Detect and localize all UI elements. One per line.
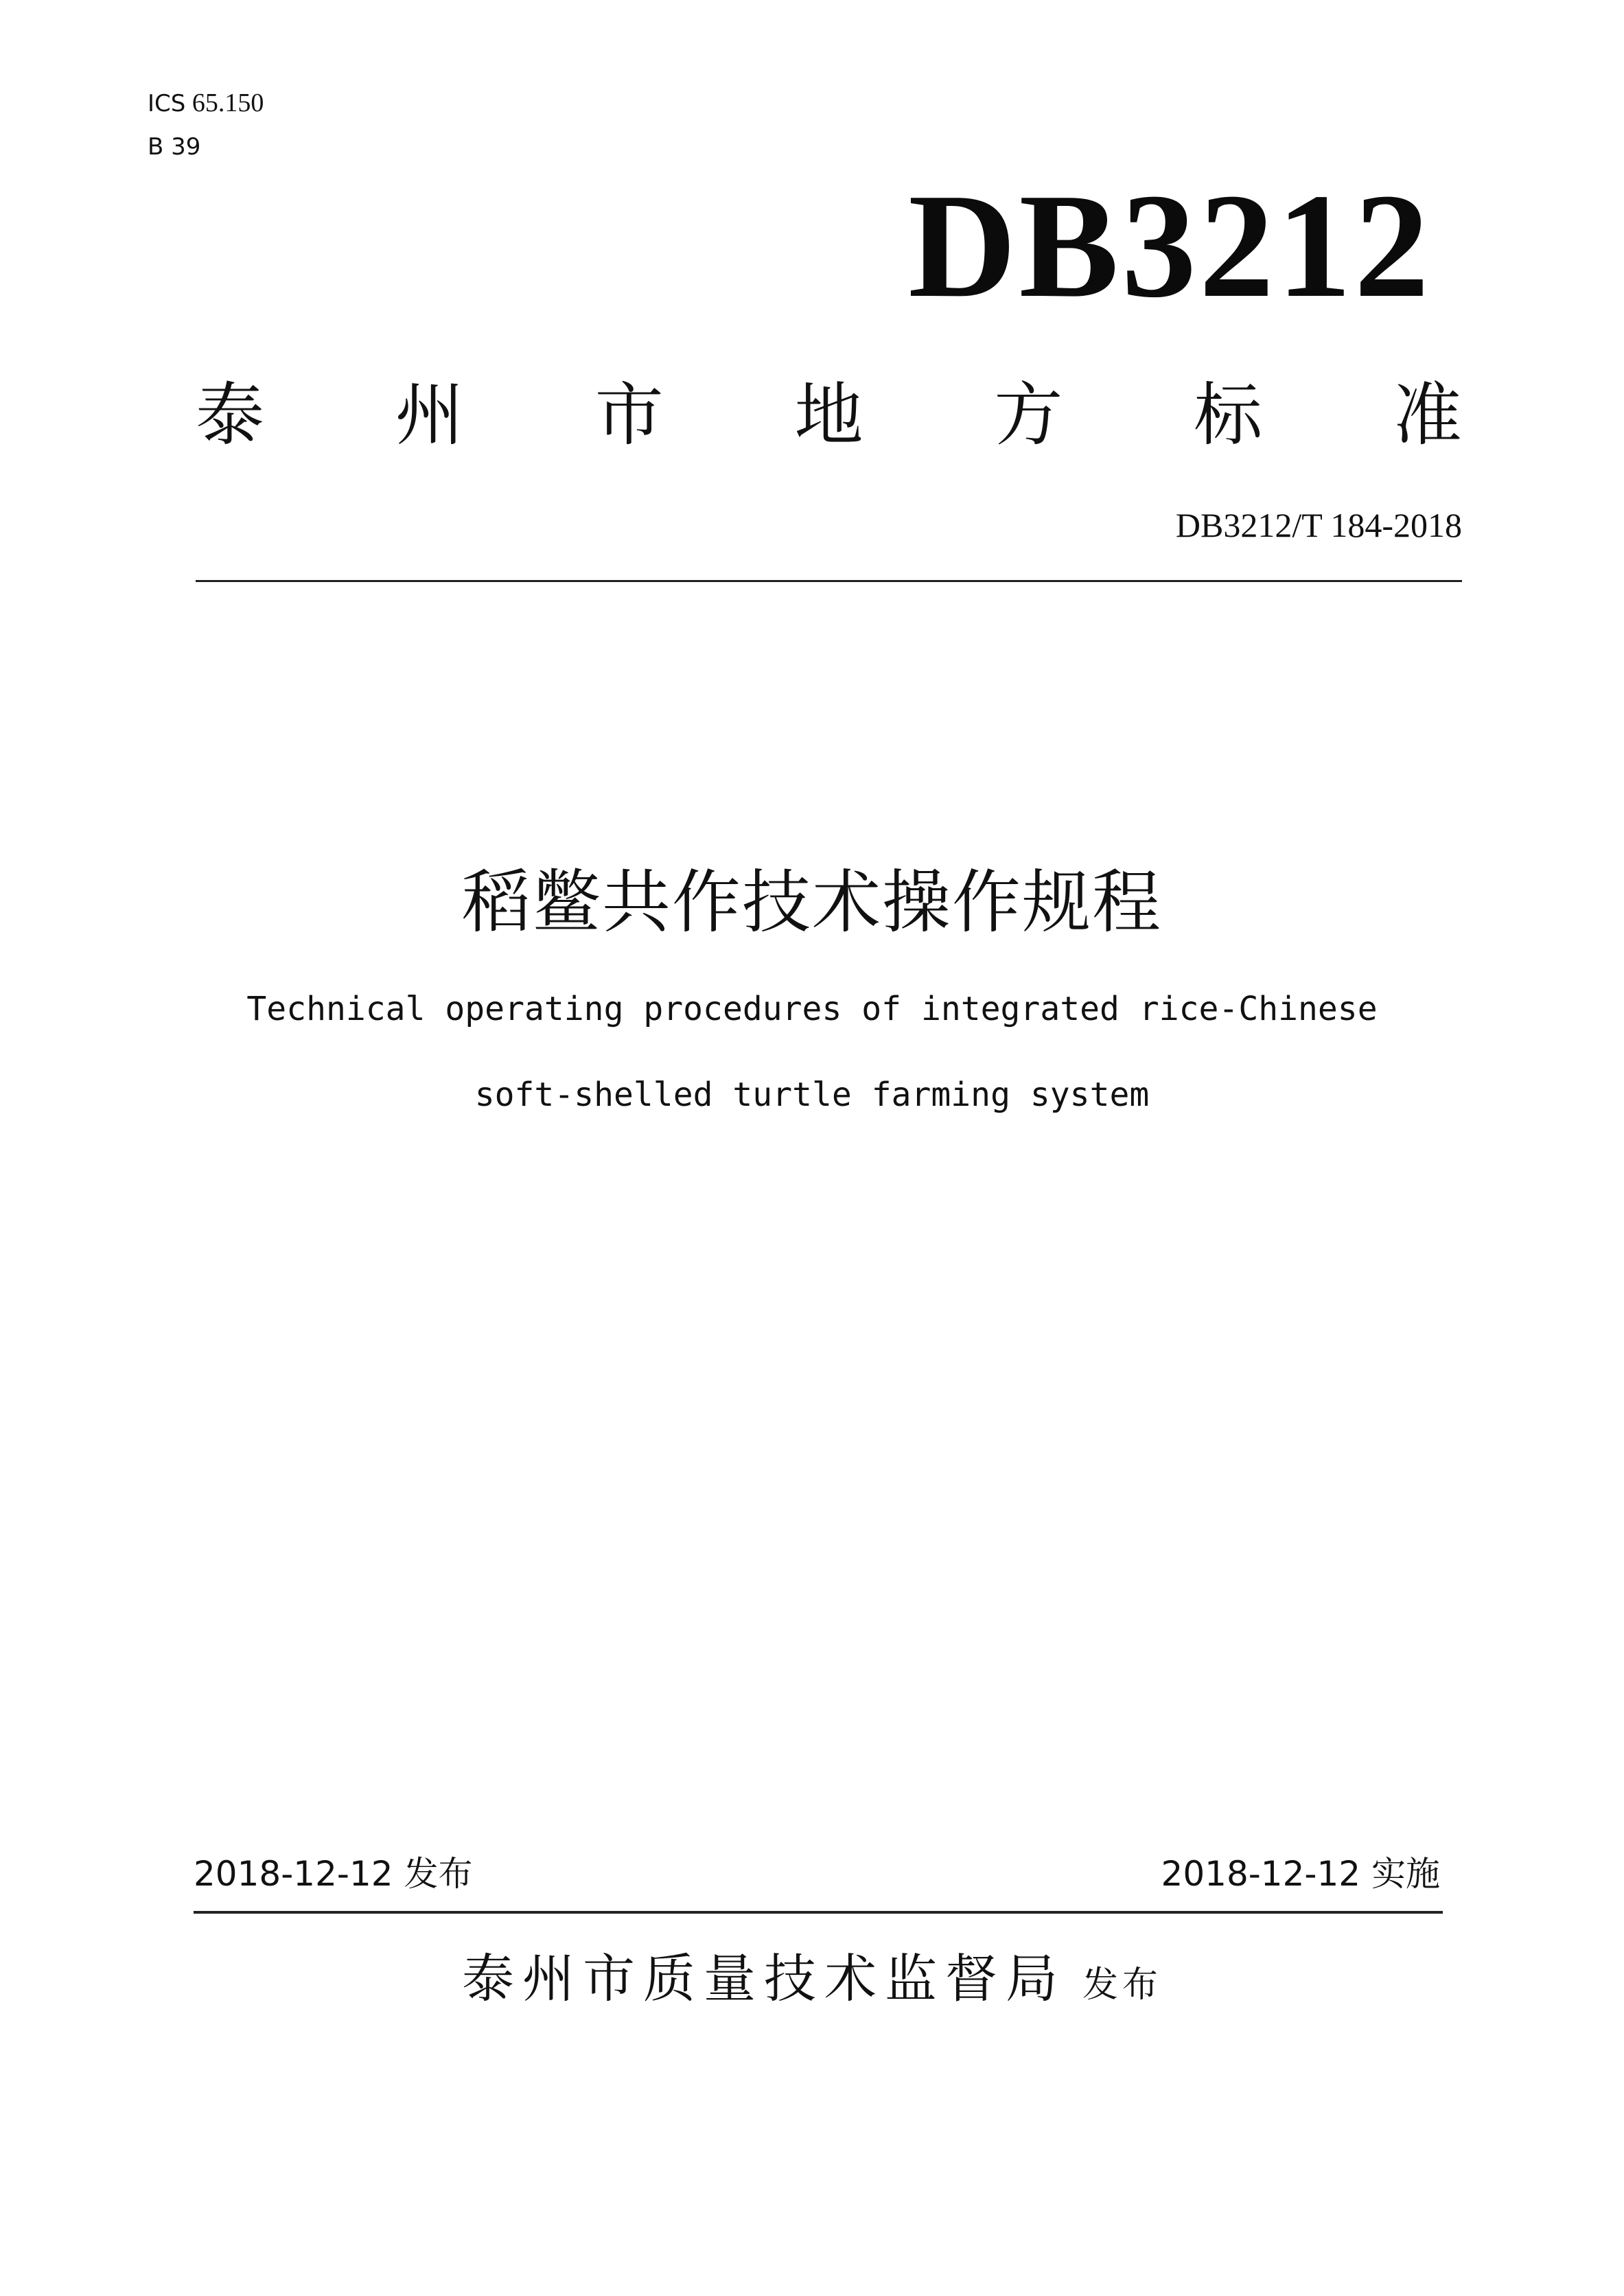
document-title-en-line2: soft-shelled turtle farming system bbox=[474, 1076, 1150, 1114]
standard-type-char: 标 bbox=[1194, 375, 1263, 455]
publisher-name: 泰州市质量技术监督局 bbox=[461, 1948, 1066, 2009]
standard-number: DB3212/T 184-2018 bbox=[1175, 506, 1462, 544]
classification-code: B 39 bbox=[148, 133, 201, 161]
issue-date: 2018-12-12 发布 bbox=[194, 1854, 473, 1894]
document-title-cn: 稻鳖共作技术操作规程 bbox=[462, 862, 1162, 942]
standard-type-char: 泰 bbox=[196, 375, 264, 455]
top-divider bbox=[196, 580, 1462, 582]
ics-label: ICS bbox=[148, 90, 186, 117]
standard-type-heading bbox=[196, 374, 1462, 456]
standard-type-char: 市 bbox=[594, 375, 664, 455]
publish-action: 发布 bbox=[1082, 1964, 1162, 2006]
bottom-divider bbox=[194, 1911, 1443, 1914]
standard-type-char: 准 bbox=[1393, 375, 1462, 455]
standard-type-char: 州 bbox=[395, 375, 464, 455]
publisher-line bbox=[0, 1946, 1624, 2018]
standard-logo: DB3212 bbox=[908, 163, 1432, 329]
standard-type-char: 地 bbox=[794, 375, 863, 455]
ics-line bbox=[148, 88, 264, 119]
implementation-date: 2018-12-12 实施 bbox=[1161, 1854, 1440, 1894]
document-title-en-line1: Technical operating procedures of integrated rice-Chinese bbox=[246, 990, 1378, 1028]
ics-code: 65.150 bbox=[192, 89, 264, 117]
standard-type-char: 方 bbox=[994, 375, 1063, 455]
